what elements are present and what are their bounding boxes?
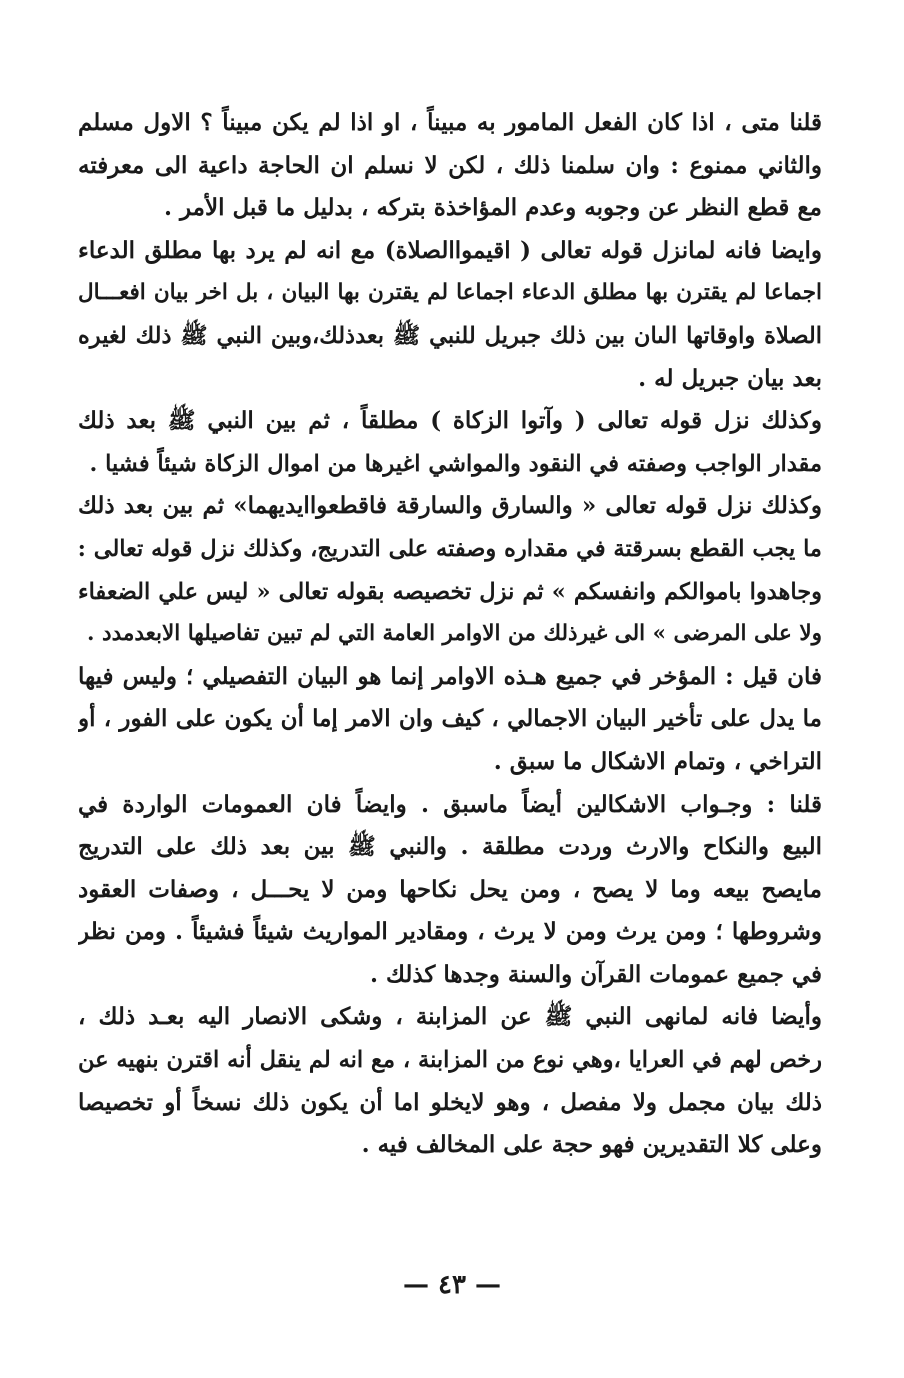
page-number: — ٤٣ — <box>402 1270 502 1300</box>
text-line: وشروطها ؛ ومن يرث ومن لا يرث ، ومقادير المواريث شيئاً فشيئاً . ومن نظر <box>78 918 822 946</box>
text-line: اجماعا لم يقترن بها مطلق الدعاء اجماعا لم يقترن بها البيان ، بل اخر بيان افعـــال <box>78 280 822 306</box>
text-line: وكذلك نزل قوله تعالى « والسارق والسارقة فاقطعواايديهما» ثم بين بعد ذلك <box>78 492 822 520</box>
text-line: مايصح بيعه وما لا يصح ، ومن يحل نكاحها ومن لا يحـــل ، وصفات العقود <box>78 875 822 903</box>
text-line: ذلك بيان مجمل ولا مفصل ، وهو لايخلو اما أن يكون ذلك نسخاً أو تخصيصا <box>78 1088 822 1116</box>
paragraph-4 <box>78 485 822 655</box>
text-line: قلنا متى ، اذا كان الفعل المامور به مبيناً ، او اذا لم يكن مبيناً ؟ الاول مسلم <box>78 109 822 136</box>
text-line: فان قيل : المؤخر في جميع هـذه الاوامر إنما هو البيان التفصيلي ؛ وليس فيها <box>78 662 822 690</box>
text-line: وجاهدوا باموالكم وانفسكم » ثم نزل تخصيصه بقوله تعالى « ليس علي الضعفاء <box>78 578 822 605</box>
paragraph-5 <box>78 656 822 784</box>
text-line: البيع والنكاح والارث وردت مطلقة . والنبي ﷺ بين بعد ذلك على التدريج <box>78 833 822 861</box>
text-line: مقدار الواجب وصفته في النقود والمواشي اغيرها من اموال الزكاة شيئاً فشيا . <box>89 450 822 477</box>
page-body <box>78 102 822 1167</box>
text-line: رخص لهم في العرايا ،وهي نوع من المزابنة ، مع انه لم ينقل أنه اقترن بنهيه عن <box>78 1047 822 1074</box>
text-line: التراخي ، وتمام الاشكال ما سبق . <box>493 747 822 775</box>
text-line: ما يدل على تأخير البيان الاجمالي ، كيف وان الامر إما أن يكون على الفور ، أو <box>78 705 822 733</box>
text-line: ولا على المرضى » الى غيرذلك من الاوامر العامة التي لم تبين تفاصيلها الابعدمدد . <box>87 621 822 647</box>
paragraph-2 <box>78 230 822 400</box>
text-line: مع قطع النظر عن وجوبه وعدم المؤاخذة بتركه ، بدليل ما قبل الأمر . <box>163 194 822 222</box>
paragraph-1 <box>78 102 822 230</box>
paragraph-6 <box>78 784 822 997</box>
paragraph-3 <box>78 400 822 485</box>
text-line: وأيضا فانه لمانهى النبي ﷺ عن المزابنة ، وشكى الانصار اليه بعـد ذلك ، <box>78 1003 822 1031</box>
text-line: الصلاة واوقاتها الىان بين ذلك جبريل للنبي ﷺ بعدذلك،وبين النبي ﷺ ذلك لغيره <box>78 322 822 349</box>
text-line: وايضا فانه لمانزل قوله تعالى ( اقيمواالصلاة) مع انه لم يرد بها مطلق الدعاء <box>78 236 822 264</box>
text-line: وعلى كلا التقديرين فهو حجة على المخالف فيه . <box>361 1131 822 1159</box>
text-line: ما يجب القطع بسرقتة في مقداره وصفته على التدريج، وكذلك نزل قوله تعالى : <box>78 535 822 562</box>
text-line: والثاني ممنوع : وان سلمنا ذلك ، لكن لا نسلم ان الحاجة داعية الى معرفته <box>78 151 822 179</box>
text-line: بعد بيان جبريل له . <box>638 364 822 392</box>
paragraph-7 <box>78 996 822 1166</box>
text-line: في جميع عمومات القرآن والسنة وجدها كذلك . <box>369 960 822 988</box>
text-line: قلنا : وجـواب الاشكالين أيضاً ماسبق . وايضاً فان العمومات الواردة في <box>78 790 822 818</box>
text-line: وكذلك نزل قوله تعالى ( وآتوا الزكاة ) مطلقاً ، ثم بين النبي ﷺ بعد ذلك <box>78 407 822 435</box>
